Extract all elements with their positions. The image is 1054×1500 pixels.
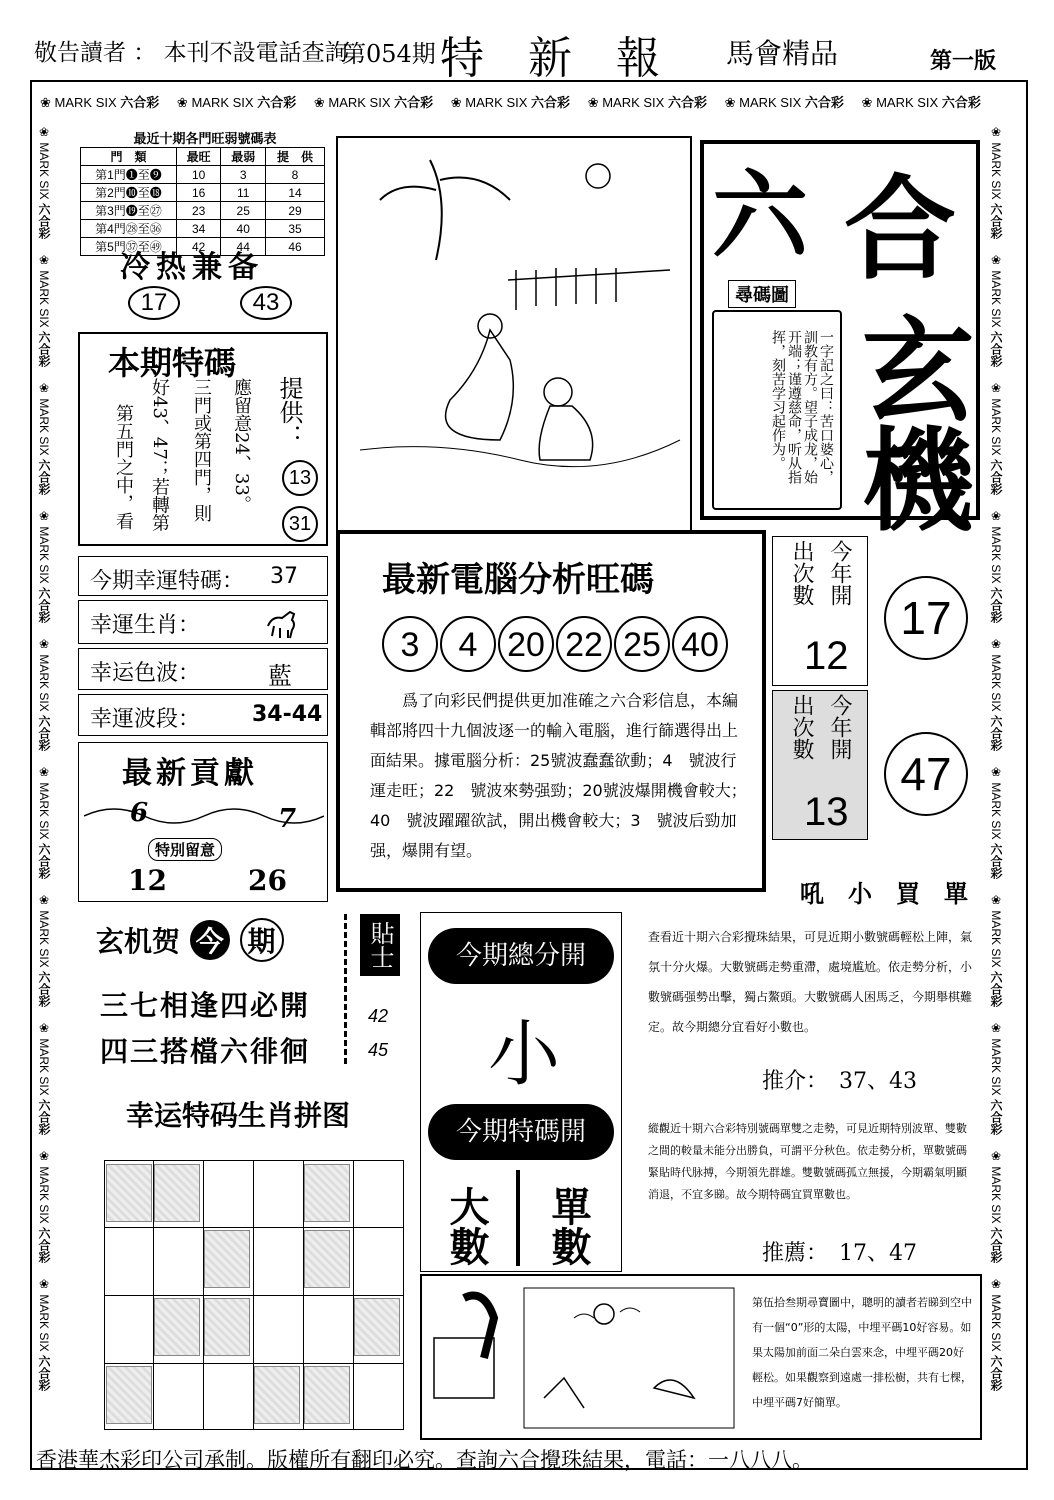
liuhe-char-1: 六 — [712, 159, 808, 272]
top-border-strip — [40, 92, 1020, 114]
table-header: 最旺 — [176, 148, 221, 166]
border-cell: ❀ MARK SIX 六合彩 — [37, 252, 51, 368]
scroll-text: 一字記之曰：苦口婆心，訓教有方。望子成龙，始开端；谨遵慈命，听从指挥，刻苦学习起作为。 — [770, 330, 834, 484]
strength-table-title: 最近十期各門旺弱號碼表 — [133, 132, 277, 147]
puzzle-tile — [154, 1164, 200, 1222]
computer-ball: 20 — [498, 616, 554, 672]
contribution-a: 6 — [130, 798, 149, 828]
special-big-2: 單數 — [545, 1186, 592, 1266]
border-cell: ❀ MARK SIX 六合彩 — [989, 892, 1003, 1008]
border-cell: ❀ MARK SIX 六合彩 — [989, 124, 1003, 240]
special-code-title: 本期特碼 — [108, 344, 237, 382]
table-row: 第3門⓳至㉗ 23 25 29 — [81, 202, 325, 220]
border-cell: ❀ MARK SIX 六合彩 — [989, 764, 1003, 880]
puzzle-tile — [204, 1230, 250, 1288]
puzzle-tile — [354, 1298, 400, 1356]
border-cell: ❀ MARK SIX 六合彩 — [37, 764, 51, 880]
table-header: 最弱 — [221, 148, 266, 166]
border-cell: ❀ MARK SIX 六合彩 — [37, 636, 51, 752]
odd-rec: 推薦： 17、47 — [762, 1241, 917, 1266]
lucky-zodiac-label: 幸運生肖： — [90, 613, 201, 638]
small-buy-text: 查看近十期六合彩攪珠結果，可見近期小數號碼輕松上陣，氣氛十分火爆。大數號碼走勢重滯，處境尴尬。依走勢分析，小數號碼强勢出擊，獨占鰲頭。大數號碼人困馬乏，今期舉棋難定。故今期總分宜看好小數也。 — [648, 930, 973, 1034]
strength-table-box — [80, 128, 330, 256]
puzzle-title: 幸运特码生肖拼图 — [126, 1099, 351, 1132]
table-row: 第5門㊲至㊾ 42 44 46 — [81, 238, 325, 256]
special-divider — [516, 1170, 520, 1266]
xuanji-line-2: 四三搭檔六徘徊 — [100, 1035, 311, 1068]
lucky-range-value: 34-44 — [252, 702, 323, 727]
border-cell: ❀ MARK SIX 六合彩 — [989, 508, 1003, 624]
contribution-title: 最新貢獻 — [122, 756, 258, 791]
special-number-1: 13 — [282, 460, 318, 496]
horse-icon — [262, 604, 302, 640]
computer-balls — [382, 616, 730, 672]
tip-number-2: 45 — [368, 1040, 389, 1060]
mother-child-illustration — [340, 140, 688, 528]
table-row: 第4門㉘至㊱ 34 40 35 — [81, 220, 325, 238]
scroll-title: 尋碼圖 — [728, 280, 796, 308]
puzzle-tile — [304, 1230, 350, 1288]
count-value-1: 12 — [804, 634, 849, 678]
table-header: 門 類 — [81, 148, 177, 166]
border-cell: ❀ MARK SIX 六合彩 — [37, 508, 51, 624]
puzzle-tile — [304, 1164, 350, 1222]
right-border-strip — [988, 118, 1022, 1438]
lucky-code-label: 今期幸運特碼： — [90, 569, 245, 594]
footer-text: 香港華杰彩印公司承制。版權所有翻印必究。查詢六合攪珠結果，電話：一八八八。 — [36, 1448, 813, 1472]
cold-hot-number-1: 17 — [128, 286, 180, 320]
left-border-strip — [36, 118, 70, 1438]
table-header: 提 供 — [266, 148, 325, 166]
tip-number-1: 42 — [368, 1006, 389, 1026]
contribution-note: 特別留意 — [148, 838, 222, 861]
liuhe-char-4: 機 — [862, 416, 974, 547]
border-cell: ❀ MARK SIX 六合彩 — [176, 95, 297, 110]
lucky-color-value: 藍 — [268, 662, 292, 690]
story-text: 第伍拾叁期尋寶圖中，聰明的讀者若睇到空中有一個“0”形的太陽，中埋平碼10好容易。如果太陽加前面二朵白雲來念，中埋平碼20好輕松。如果觀察到遠處一排松樹，共有七棵，中埋平碼7好簡單。 — [752, 1296, 972, 1409]
border-cell: ❀ MARK SIX 六合彩 — [313, 95, 434, 110]
special-big-1: 大數 — [443, 1186, 490, 1266]
cold-hot-title: 冷热兼备 — [120, 250, 264, 285]
xuanji-title — [96, 918, 284, 962]
special-col-1: 第五門之中，看 — [113, 404, 134, 530]
small-buy-title: 吼 小 買 單 — [800, 879, 968, 908]
tip-label: 貼士 — [360, 914, 400, 976]
border-cell: ❀ MARK SIX 六合彩 — [989, 380, 1003, 496]
computer-ball: 40 — [672, 616, 728, 672]
count-label-2a: 出次數 — [789, 694, 814, 760]
header-title: 特 新 報 — [440, 33, 660, 84]
puzzle-tile — [254, 1366, 300, 1424]
table-row: 第2門❿至⓲ 16 11 14 — [81, 184, 325, 202]
computer-title: 最新電腦分析旺碼 — [382, 560, 654, 600]
count-label-2b: 今年開 — [827, 694, 852, 760]
puzzle-tile — [106, 1164, 152, 1222]
computer-text: 爲了向彩民們提供更加准確之六合彩信息，本編輯部將四十九個波逐一的輸入電腦，進行篩選得出上面結果。據電腦分析：25號波蠢蠢欲動；4 號波行運走旺；22 號波來勢强勁；20號波爆開機會較大；40 號波躍躍欲試，開出機會較大；3 號波后勁加强，爆開有望。 — [370, 691, 747, 860]
count-ball-1: 17 — [884, 576, 968, 660]
border-cell: ❀ MARK SIX 六合彩 — [989, 636, 1003, 752]
liuhe-char-3: 玄 — [862, 306, 974, 437]
special-pill: 今期特碼開 — [428, 1104, 614, 1160]
odd-text: 縱觀近十期六合彩特別號碼單雙之走勢，可見近期特別波單、雙數之間的較量未能分出勝負，可謂平分秋色。依走勢分析，單數號碼緊貼時代脉搏，今期領先群雄。雙數號碼孤立無援，今期霸氣明顯消退，不宜多睇。故今期特碼宜買單數也。 — [648, 1122, 967, 1201]
border-cell: ❀ MARK SIX 六合彩 — [989, 1148, 1003, 1264]
small-buy-rec: 推介： 37、43 — [762, 1069, 917, 1094]
computer-ball: 22 — [556, 616, 612, 672]
contribution-c: 12 — [128, 864, 167, 897]
cold-hot-number-2: 43 — [240, 286, 292, 320]
computer-ball: 4 — [440, 616, 496, 672]
puzzle-tile — [106, 1366, 152, 1424]
puzzle-tile — [204, 1298, 250, 1356]
computer-ball: 25 — [614, 616, 670, 672]
lucky-code-value: 37 — [270, 564, 298, 589]
puzzle-tile — [154, 1298, 200, 1356]
special-provide: 提供： — [275, 376, 303, 448]
contribution-b: 7 — [278, 804, 297, 834]
border-cell: ❀ MARK SIX 六合彩 — [37, 1148, 51, 1264]
story-illustration — [424, 1278, 742, 1436]
header-edition: 第一版 — [930, 48, 997, 74]
total-big: 小 — [488, 1012, 561, 1096]
border-cell: ❀ MARK SIX 六合彩 — [37, 1276, 51, 1392]
header — [30, 22, 1030, 84]
header-notice: 敬告讀者 ： 本刊不設電話查詢 — [34, 40, 348, 66]
lucky-color-label: 幸运色波： — [90, 661, 201, 686]
border-cell: ❀ MARK SIX 六合彩 — [989, 1276, 1003, 1392]
count-ball-2: 47 — [884, 732, 968, 816]
border-cell: ❀ MARK SIX 六合彩 — [37, 892, 51, 1008]
border-cell: ❀ MARK SIX 六合彩 — [450, 95, 571, 110]
count-label-1b: 今年開 — [827, 540, 852, 606]
border-cell: ❀ MARK SIX 六合彩 — [989, 252, 1003, 368]
xuanji-title-a: 玄机贺 — [96, 925, 181, 958]
tip-dash — [344, 914, 347, 1064]
lucky-range-label: 幸運波段： — [90, 707, 201, 732]
contribution-d: 26 — [248, 864, 287, 897]
xuanji-title-c: 期 — [240, 918, 284, 962]
border-cell: ❀ MARK SIX 六合彩 — [861, 95, 981, 110]
special-col-2: 好43、47；若轉第 — [149, 378, 170, 532]
count-label-1a: 出次數 — [789, 540, 814, 606]
header-issue: 第054期 — [342, 40, 436, 68]
puzzle-tile — [304, 1366, 350, 1424]
strength-table — [80, 147, 325, 256]
count-value-2: 13 — [804, 790, 849, 834]
border-cell: ❀ MARK SIX 六合彩 — [989, 1020, 1003, 1136]
xuanji-title-b: 今 — [190, 920, 230, 960]
border-cell: ❀ MARK SIX 六合彩 — [37, 124, 51, 240]
header-subtitle: 馬會精品 — [726, 37, 839, 70]
computer-ball: 3 — [382, 616, 438, 672]
border-cell: ❀ MARK SIX 六合彩 — [37, 380, 51, 496]
border-cell: ❀ MARK SIX 六合彩 — [37, 1020, 51, 1136]
special-number-2: 31 — [282, 506, 318, 542]
border-cell: ❀ MARK SIX 六合彩 — [40, 95, 160, 110]
xuanji-line-1: 三七相逢四必開 — [100, 989, 311, 1022]
total-pill: 今期總分開 — [428, 928, 614, 984]
special-col-3: 三門或第四門，則 — [191, 378, 212, 522]
liuhe-char-2: 合 — [844, 164, 956, 295]
special-col-4: 應留意24、33。 — [231, 378, 252, 514]
border-cell: ❀ MARK SIX 六合彩 — [587, 95, 707, 110]
table-row: 第1門❶至❾ 10 3 8 — [81, 166, 325, 184]
border-cell: ❀ MARK SIX 六合彩 — [724, 95, 844, 110]
